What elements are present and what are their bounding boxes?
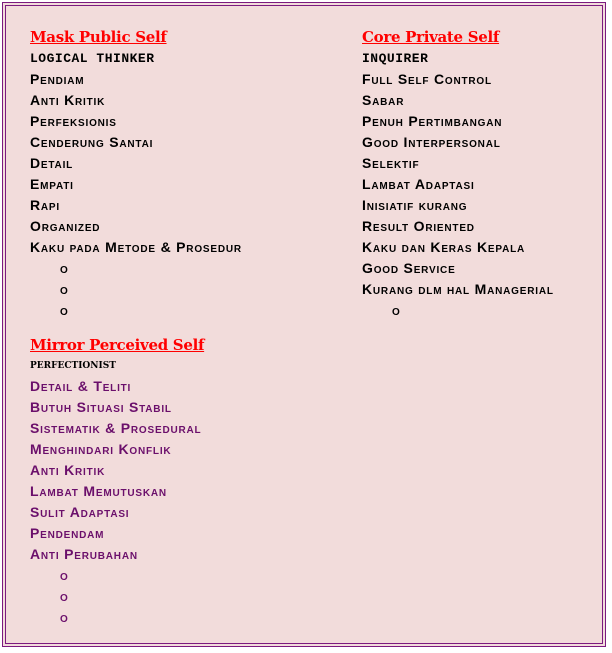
empty-bullet: o [60,567,69,583]
section-title: Core Private Self [362,28,500,46]
trait-item: Good Service [362,260,456,276]
empty-bullet: o [392,302,401,318]
trait-item: Penuh Pertimbangan [362,113,503,129]
section-title: Mask Public Self [30,28,167,46]
bullet-list [30,258,242,321]
empty-bullet: o [60,281,69,297]
core-private-self-section [362,27,554,321]
trait-list [30,376,204,565]
trait-item: Pendiam [30,71,85,87]
trait-item: Detail [30,155,74,171]
bullet-list [362,300,554,321]
trait-item: Full Self Control [362,71,492,87]
trait-item: Sulit Adaptasi [30,504,130,520]
empty-bullet: o [60,588,69,604]
trait-item: Anti Kritik [30,462,106,478]
trait-item: Kaku pada Metode & Prosedur [30,239,242,255]
trait-list [30,69,242,258]
trait-item: Organized [30,218,101,234]
empty-bullet: o [60,609,69,625]
type-label: INQUIRER [362,51,429,66]
empty-bullet: o [60,260,69,276]
mirror-perceived-self-section [30,335,204,628]
trait-item: Pendendam [30,525,105,541]
trait-item: Result Oriented [362,218,475,234]
trait-item: Lambat Memutuskan [30,483,167,499]
trait-item: Butuh Situasi Stabil [30,399,172,415]
trait-item: Kaku dan Keras Kepala [362,239,526,255]
bullet-list [30,565,204,628]
trait-item: Anti Kritik [30,92,106,108]
trait-item: Rapi [30,197,60,213]
profile-frame [2,2,606,647]
trait-item: Selektif [362,155,420,171]
trait-list [362,69,554,300]
trait-item: Perfeksionis [30,113,117,129]
trait-item: Detail & Teliti [30,378,132,394]
trait-item: Sistematik & Prosedural [30,420,202,436]
empty-bullet: o [60,302,69,318]
trait-item: Cenderung Santai [30,134,154,150]
type-label: PERFECTIONIST [30,361,116,371]
trait-item: Sabar [362,92,405,108]
mask-public-self-section [30,27,242,321]
section-title: Mirror Perceived Self [30,336,205,354]
trait-item: Inisiatif kurang [362,197,468,213]
trait-item: Kurang dlm hal Managerial [362,281,554,297]
type-label: LOGICAL THINKER [30,51,155,66]
trait-item: Good Interpersonal [362,134,501,150]
trait-item: Anti Perubahan [30,546,138,562]
trait-item: Menghindari Konflik [30,441,172,457]
trait-item: Empati [30,176,74,192]
trait-item: Lambat Adaptasi [362,176,475,192]
